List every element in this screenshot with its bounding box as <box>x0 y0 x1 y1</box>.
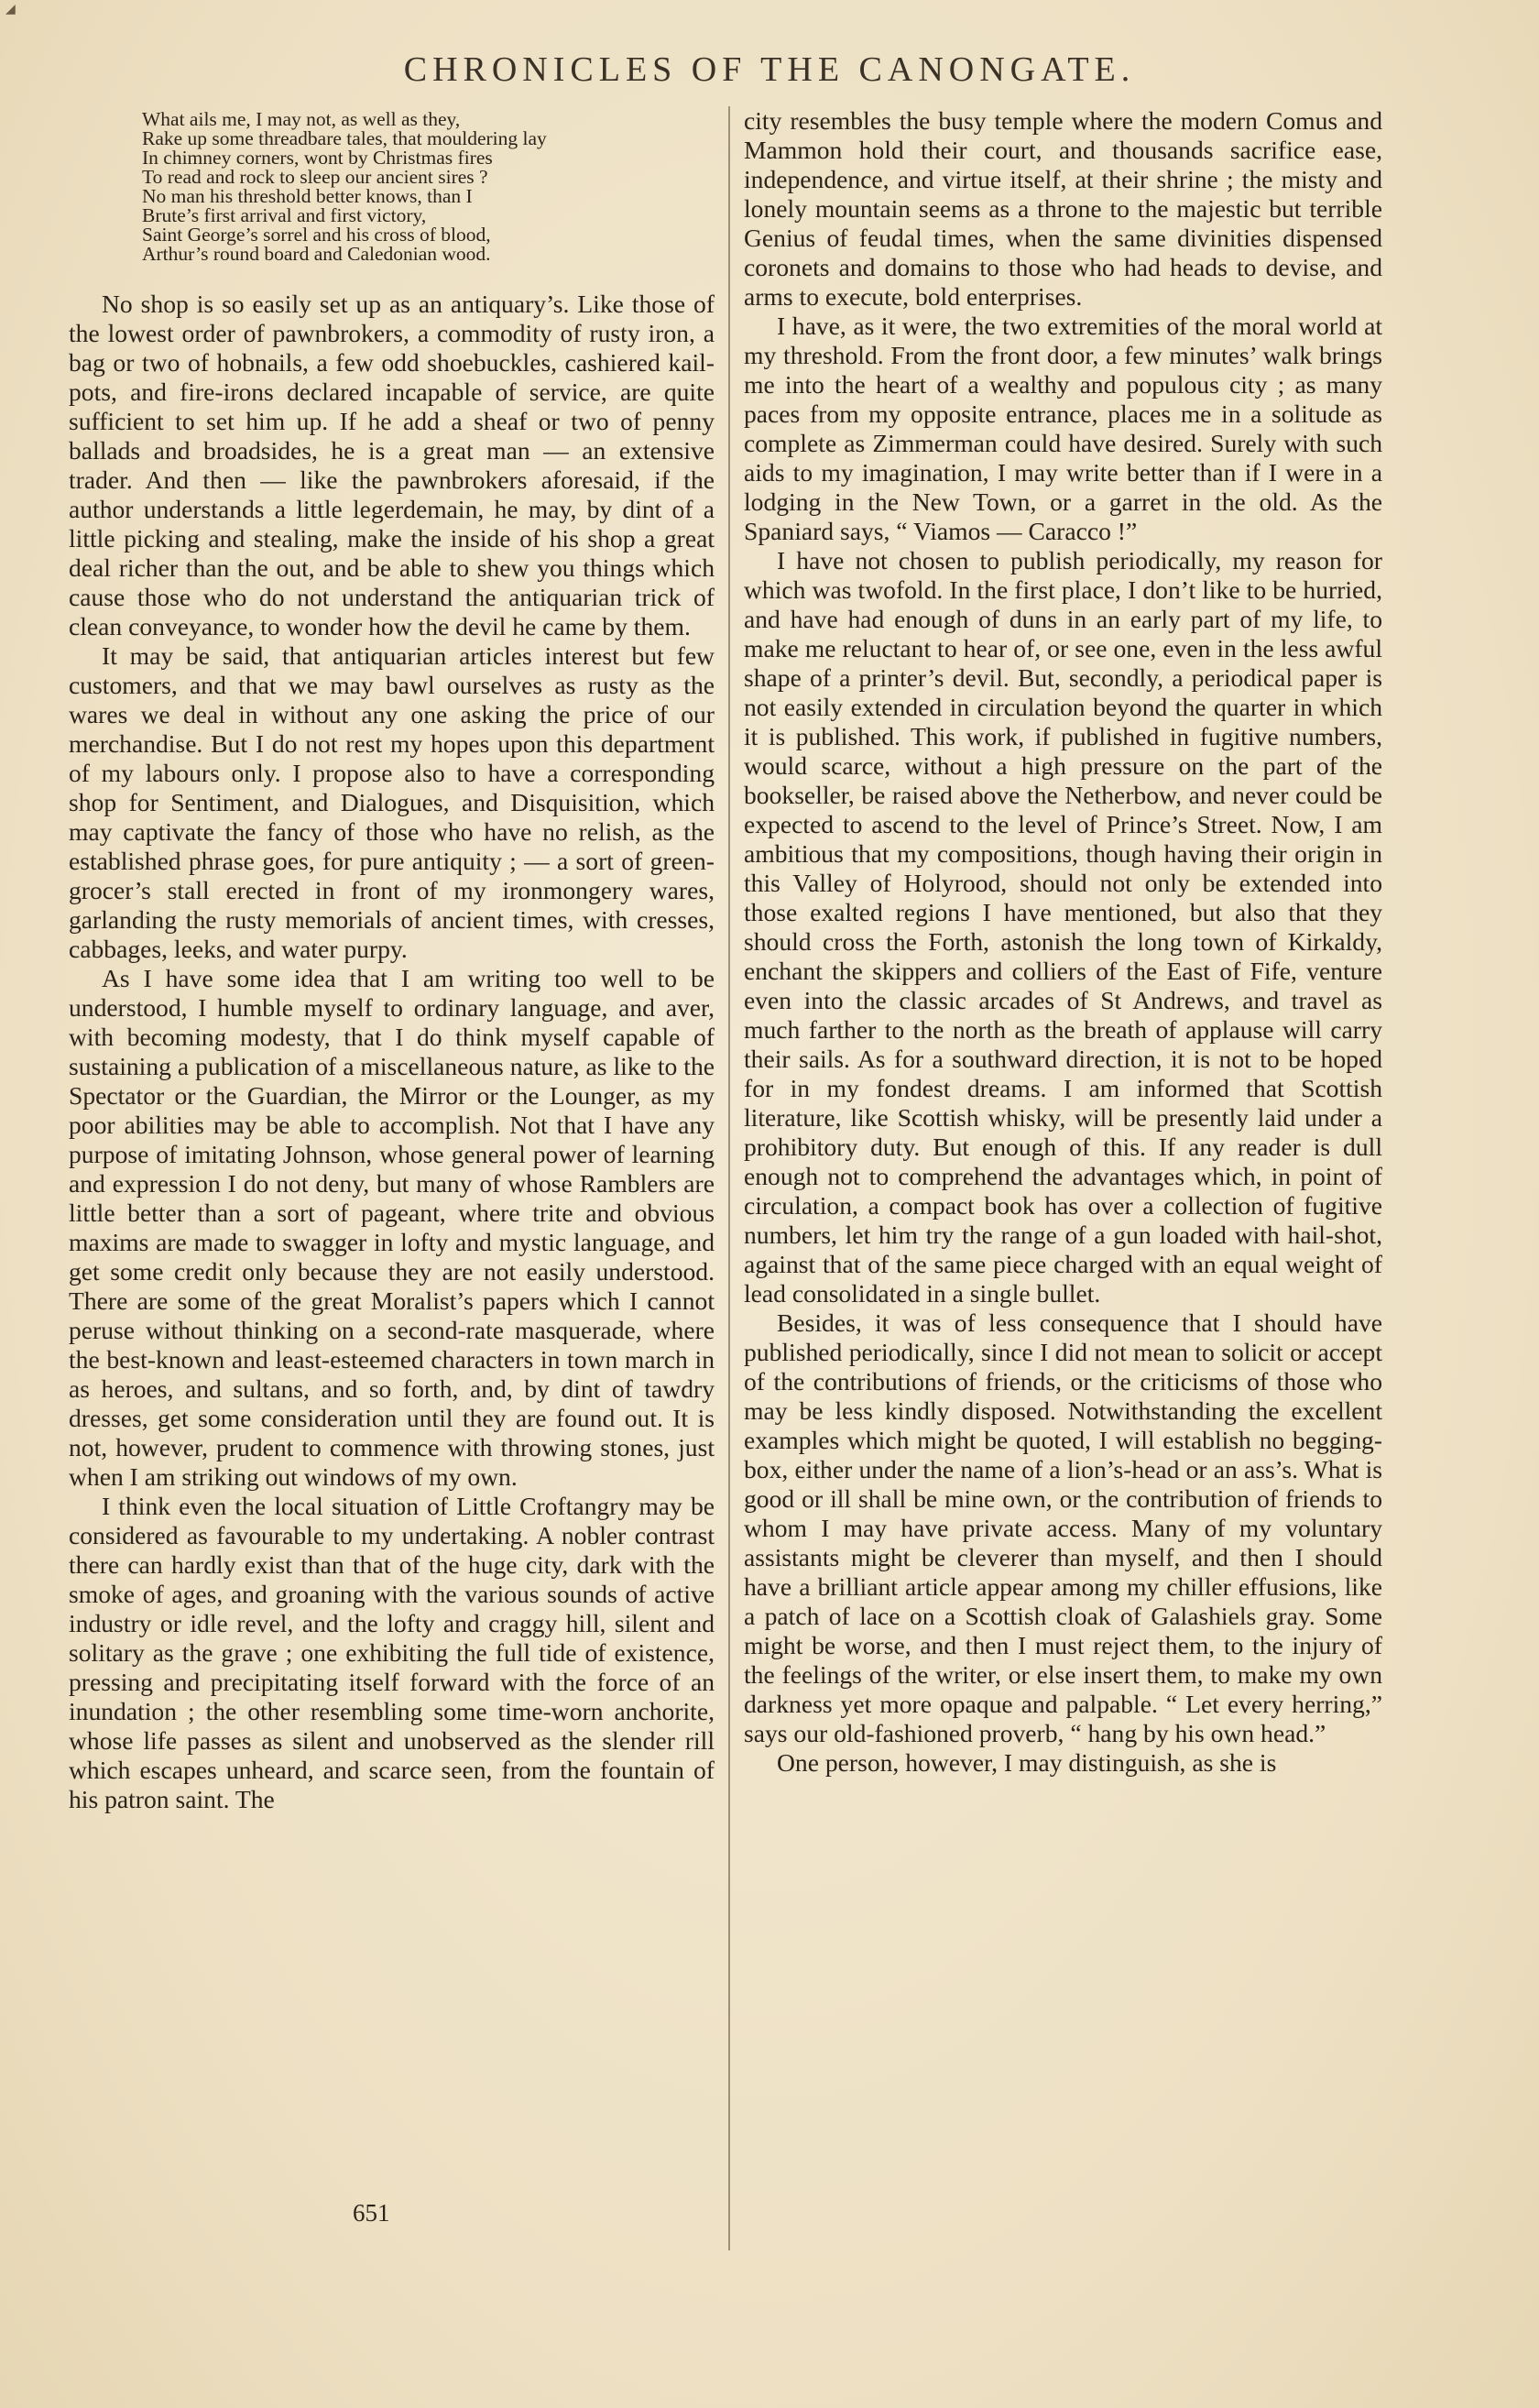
paragraph-continued: city resembles the busy temple where the modern Comus and Mammon hold their court, and thousands sacrifice ease, independence, and virtue itself, at their shrine ; the misty and lonely mountain seems as a throne to the majestic but terrible Genius of feudal times, when the same divinities dispensed coronets and domains to those who had heads to devise, and arms to execute, bold enterprises. <box>744 106 1382 311</box>
paragraph: I have, as it were, the two extremities of the moral world at my threshold. From the front door, a few minutes’ walk brings me into the heart of a wealthy and populous city ; as many paces from my opposite entrance, places me in a solitude as complete as Zimmerman could have desired. Surely with such aids to my imagination, I may write better than if I were in a lodging in the New Town, or a garret in the old. As the Spaniard says, “ Viamos — Caracco !” <box>744 312 1382 545</box>
paragraph: I have not chosen to publish periodically, my reason for which was twofold. In the first place, I don’t like to be hurried, and have had enough of duns in an early part of my life, to make me reluctant to hear of, or see one, even in the less awful shape of a printer’s devil. But, secondly, a periodical paper is not easily extended in circulation beyond the quarter in which it is published. This work, if published in fugitive numbers, would scarce, without a high pressure on the part of the bookseller, be raised above the Netherbow, and never could be expected to ascend to the level of Prince’s Street. Now, I am ambitious that my compositions, though having their origin in this Valley of Holyrood, should not only be extended into those exalted regions I have mentioned, but also that they should cross the Forth, astonish the long town of Kirkaldy, enchant the skippers and colliers of the East of Fife, venture even into the classic arcades of St Andrews, and travel as much farther to the north as the breath of applause will carry their sails. As for a southward direction, it is not to be hoped for in my fondest dreams. I am informed that Scottish literature, like Scottish whisky, will be presently laid under a prohibitory duty. But enough of this. If any reader is dull enough not to comprehend the advantages which, in point of circulation, a compact book has over a collection of fugitive numbers, let him try the range of a gun loaded with hail-shot, against that of the same piece charged with an equal weight of lead consolidated in a single bullet. <box>744 546 1382 1308</box>
epigraph-line: No man his threshold better knows, than I <box>142 185 473 207</box>
paragraph: I think even the local situation of Little Croftangry may be considered as favourable to my undertaking. A nobler contrast there can hardly exist than that of the huge city, dark with the smoke of ages, and groaning with the various sounds of active industry or idle revel, and the lofty and craggy hill, silent and solitary as the grave ; one exhibiting the full tide of existence, pressing and precipitating itself forward with the force of an inundation ; the other resembling some time-worn anchorite, whose life passes as silent and unobserved as the slender rill which escapes unheard, and scarce seen, from the fountain of his patron saint. The <box>69 1492 715 1813</box>
paragraph: As I have some idea that I am writing too well to be understood, I humble myself to ordinary language, and aver, with becoming modesty, that I do think myself capable of sustaining a publication of a miscellaneous nature, as like to the Spectator or the Guardian, the Mirror or the Lounger, as my poor abilities may be able to accomplish. Not that I have any purpose of imitating Johnson, whose general power of learning and expression I do not deny, but many of whose Ramblers are little better than a sort of pageant, where trite and obvious maxims are made to swagger in lofty and mystic language, and get some credit only because they are not easily understood. There are some of the great Moralist’s papers which I cannot peruse without thinking on a second-rate masquerade, where the best-known and least-esteemed characters in town march in as heroes, and sultans, and so forth, and, by dint of tawdry dresses, get some consideration until they are found out. It is not, however, prudent to commence with throwing stones, just when I am striking out windows of my own. <box>69 964 715 1491</box>
paragraph: Besides, it was of less consequence that I should have published periodically, since I did not mean to solicit or accept of the contributions of friends, or the criticisms of those who may be less kindly disposed. Notwithstanding the excellent examples which might be quoted, I will establish no begging-box, either under the name of a lion’s-head or an ass’s. What is good or ill shall be mine own, or the contribution of friends to whom I may have private access. Many of my voluntary assistants might be cleverer than myself, and then I should have a brilliant article appear among my chiller effusions, like a patch of lace on a Scottish cloak of Galashiels gray. Some might be worse, and then I must reject them, to the injury of the feelings of the writer, or else insert them, to make my own darkness yet more opaque and palpable. “ Let every herring,” says our old-fashioned proverb, “ hang by his own head.” <box>744 1308 1382 1747</box>
left-column <box>69 106 715 1814</box>
paragraph: One person, however, I may distinguish, as she is <box>777 1748 1277 1777</box>
corner-mark: ◢ <box>5 3 16 16</box>
epigraph-line: Brute’s first arrival and first victory, <box>142 204 427 226</box>
epigraph-line: Saint George’s sorrel and his cross of blood, <box>142 224 491 246</box>
epigraph-line: To read and rock to sleep our ancient sires ? <box>142 166 488 188</box>
epigraph-line: What ails me, I may not, as well as they, <box>142 108 461 130</box>
right-column <box>744 106 1382 1778</box>
epigraph-line: In chimney corners, wont by Christmas fires <box>142 147 493 169</box>
epigraph-line: Arthur’s round board and Caledonian wood. <box>142 243 491 265</box>
running-head: CHRONICLES OF THE CANONGATE. <box>403 50 1136 89</box>
epigraph <box>142 110 715 264</box>
paragraph: No shop is so easily set up as an antiquary’s. Like those of the lowest order of pawnbrokers, a commodity of rusty iron, a bag or two of hobnails, a few odd shoebuckles, cashiered kail-pots, and fire-irons declared incapable of service, are quite sufficient to set him up. If he add a sheaf or two of penny ballads and broadsides, he is a great man — an extensive trader. And then — like the pawnbrokers aforesaid, if the author understands a little legerdemain, he may, by dint of a little picking and stealing, make the inside of his shop a great deal richer than the out, and be able to shew you things which cause those who do not understand the antiquarian trick of clean conveyance, to wonder how the devil he came by them. <box>69 290 715 640</box>
column-rule <box>728 106 730 2250</box>
page-number: 651 <box>353 2199 390 2227</box>
epigraph-line: Rake up some threadbare tales, that mouldering lay <box>142 127 547 149</box>
paragraph: It may be said, that antiquarian articles interest but few customers, and that we may bawl ourselves as rusty as the wares we deal in without any one asking the price of our merchandise. But I do not rest my hopes upon this department of my labours only. I propose also to have a corresponding shop for Sentiment, and Dialogues, and Disquisition, which may captivate the fancy of those who have no relish, as the established phrase goes, for pure antiquity ; — a sort of green-grocer’s stall erected in front of my ironmongery wares, garlanding the rusty memorials of ancient times, with cresses, cabbages, leeks, and water purpy. <box>69 641 715 963</box>
